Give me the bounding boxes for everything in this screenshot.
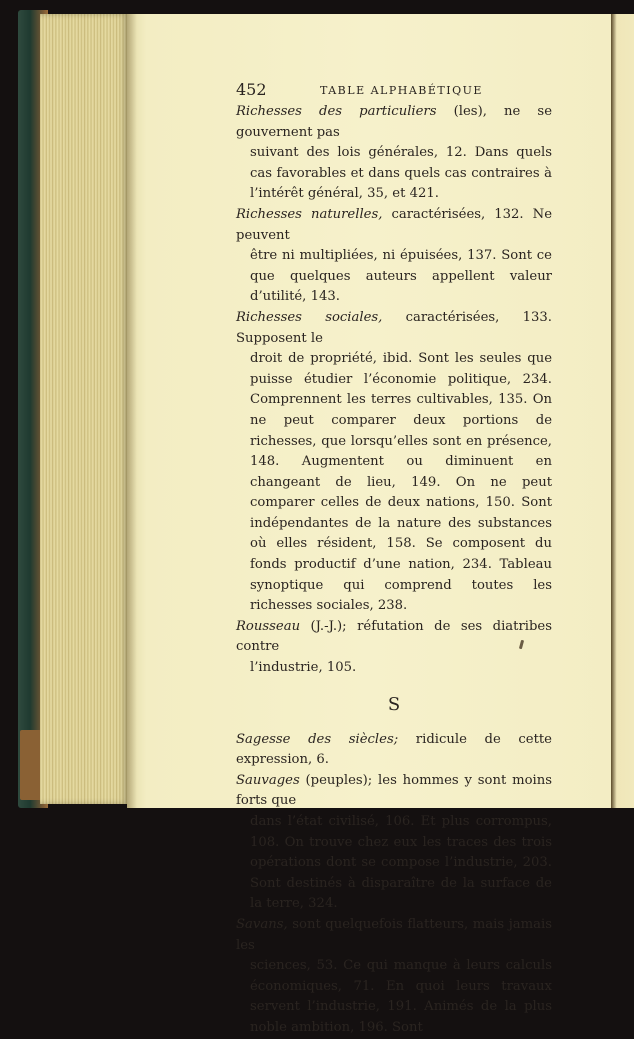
entry-continuation: l’industrie, 105. [250,660,357,676]
entry-first-line: (peuples); les hommes y sont moins forts que [236,772,552,809]
section-letter-heading: S [387,693,401,715]
entry-term: Richesses naturelles, [236,206,383,222]
entry-continuation: être ni multipliées, ni épuisées, 137. Sont ce que quelques auteurs appellent valeur d’utilité, 143. [250,248,552,305]
index-entry [236,308,552,617]
entry-term: Sauvages [236,772,300,788]
index-entry [236,915,552,1039]
facing-page-edge [611,14,634,808]
index-entry [236,102,552,205]
page-header [236,80,552,102]
cover-wear-patch [20,730,42,800]
entry-first-line: (J.-J.); réfutation de ses diatribes contre [236,618,552,655]
page-stack-edge [40,14,128,804]
entry-term: Richesses sociales, [236,309,383,325]
entry-term: Savans, [236,916,288,932]
entry-continuation: dans l’état civilisé, 106. Et plus corrompus, 108. On trouve chez eux les traces des trois opérations dont se compose l’industrie, 203. Sont destinés à disparaître de la surface de la terre, 324. [250,814,552,912]
entry-continuation: sciences, 53. Ce qui manque à leurs calculs économiques, 71. En quoi leurs travaux servent l’industrie, 191. Animés de la plus noble ambition, 196. Sont [250,958,552,1035]
entry-first-line: ridicule de cette expression, 6. [236,731,552,768]
entry-continuation: suivant des lois générales, 12. Dans quels cas favorables et dans quels cas contraires à l’intérêt général, 35, et 421. [250,145,552,202]
index-text [236,102,552,1039]
entry-first-line: caractérisées, 133. Supposent le [236,309,552,346]
entry-first-line: (les), ne se gouvernent pas [236,104,553,140]
entry-first-line: caractérisées, 132. Ne peuvent [236,206,553,243]
page-gutter-shadow [127,14,137,808]
index-entry [236,617,552,679]
entry-term: Rousseau [236,618,301,634]
page-number: 452 [236,80,267,99]
running-title: TABLE ALPHABÉTIQUE [320,84,483,97]
index-entry [236,205,552,308]
entry-first-line: sont quelquefois flatteurs, mais jamais les [236,916,552,953]
index-entry [236,730,552,771]
entry-continuation: droit de propriété, ibid. Sont les seules que puisse étudier l’économie politique, 234. Comprennent les terres cultivables, 135. On ne peut comparer deux portions de richesses, que lorsqu’elles sont en présence, 148. Augmentent ou diminuent en changeant de lieu, 149. On ne peut comparer celles de deux nations, 150. Sont indépendantes de la nature des substances où elles résident, 158. Se composent du fonds productif d’une nation, 234. Tableau synoptique qui comprend toutes les richesses sociales, 238. [250,351,552,614]
index-entry [236,771,552,915]
entry-term: Sagesse des siècles; [236,731,399,747]
entry-term: Richesses des particuliers [236,104,437,119]
